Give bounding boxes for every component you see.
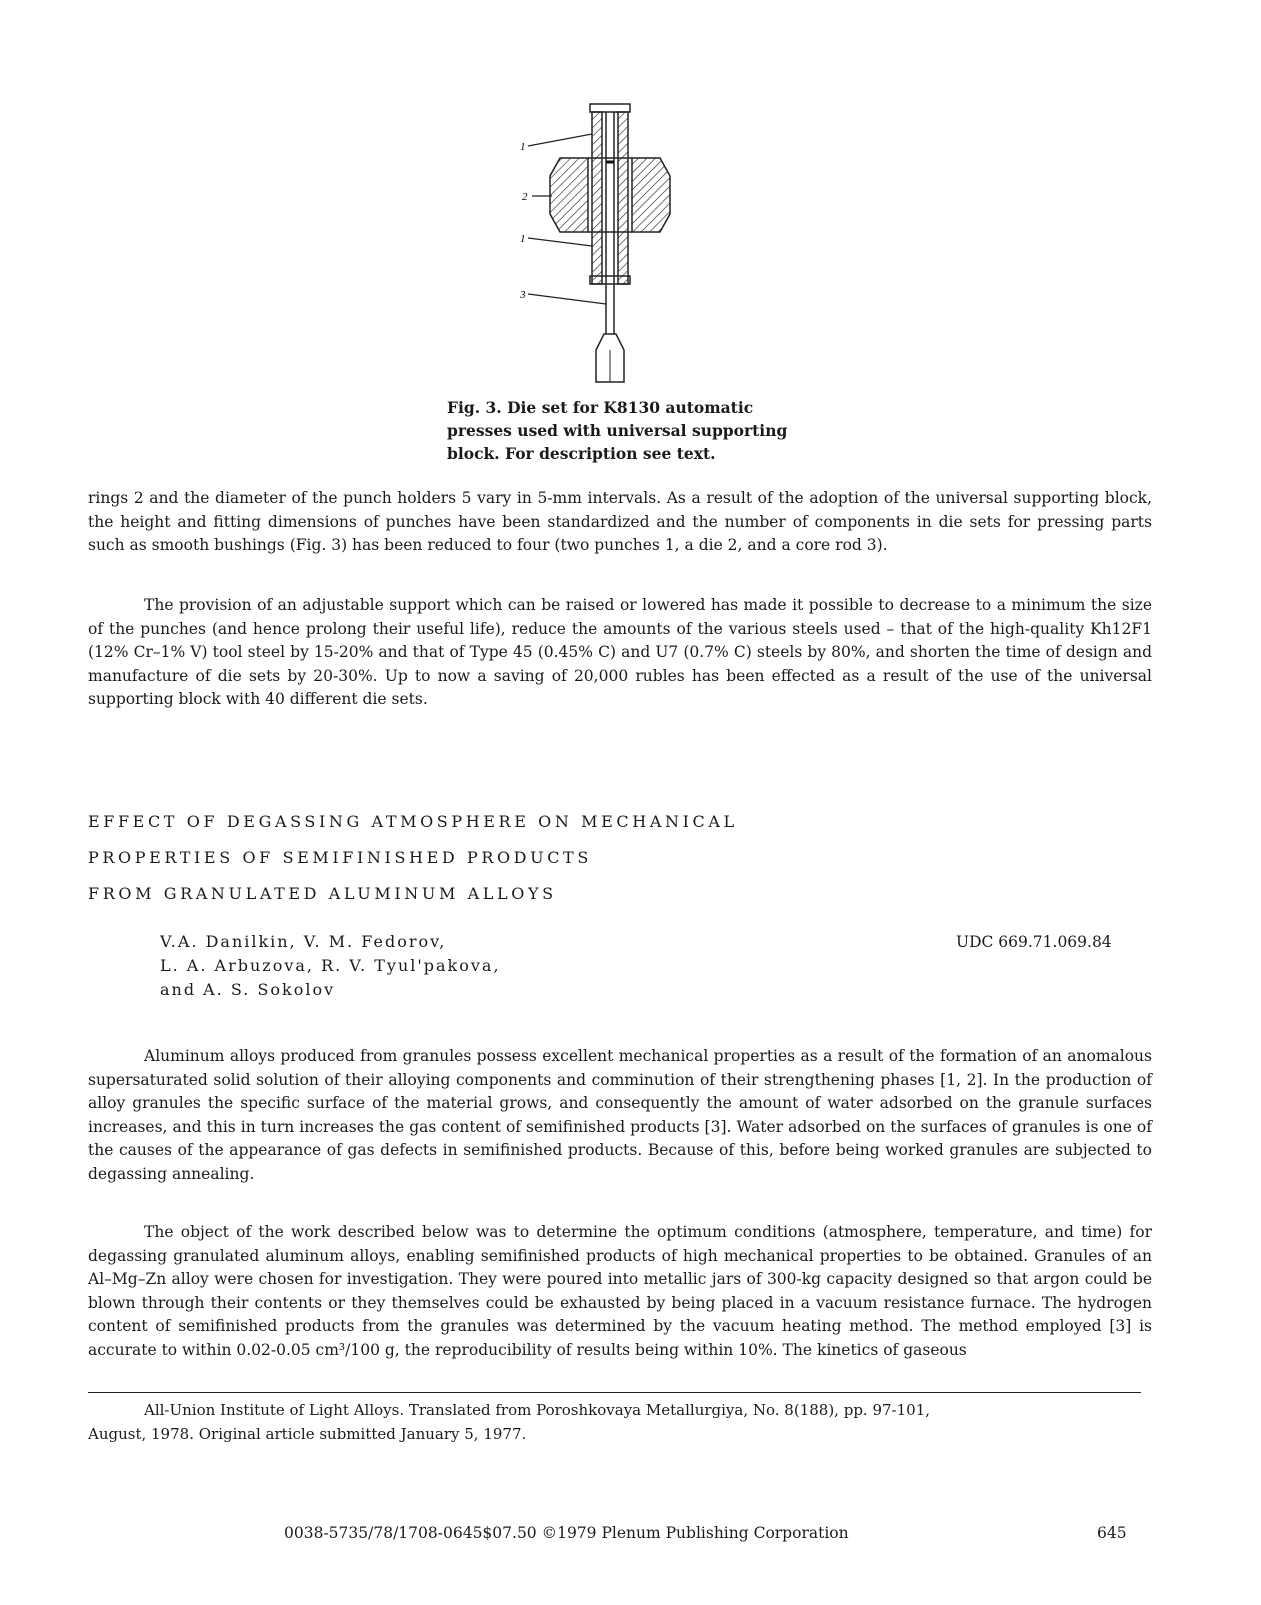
paragraph-introduction: Aluminum alloys produced from granules possess excellent mechanical properties as a result of the formation of an anomalous supersaturated solid solution of their alloying components and comminution of their strengthening phases [1, 2]. In the production of alloy granules the specific surface of the material grows, and consequently the amount of water adsorbed on the granule surfaces increases, and this in turn increases the gas content of semifinished products [3]. Water adsorbed on the surfaces of granules is one of the causes of the appearance of gas defects in semifinished products. Because of this, before being worked granules are subjected to degassing annealing.	[88, 1047, 1152, 1183]
copyright-line: 0038-5735/78/1708-0645$07.50 ©1979 Plenum Publishing Corporation	[284, 1524, 849, 1542]
paragraph-objective: The object of the work described below was to determine the optimum conditions (atmosphere, temperature, and time) for degassing granulated aluminum alloys, enabling semifinished products of high mechanical properties to be obtained. Granules of an Al–Mg–Zn alloy were chosen for investigation. They were poured into metallic jars of 300-kg capacity designed so that argon could be blown through their contents or they themselves could be exhausted by being placed in a vacuum resistance furnace. The hydrogen content of semifinished products from the granules was determined by the vacuum heating method. The method employed [3] is accurate to within 0.02-0.05 cm³/100 g, the reproducibility of results being within 10%. The kinetics of gaseous	[88, 1223, 1152, 1359]
die-set-diagram	[520, 98, 680, 390]
figure-label: 1	[520, 233, 526, 245]
footnote-divider	[88, 1392, 1141, 1393]
paragraph-continuation: rings 2 and the diameter of the punch holders 5 vary in 5-mm intervals. As a result of the adoption of the universal supporting block, the height and fitting dimensions of punches have been standardized and the number of components in die sets for pressing parts such as smooth bushings (Fig. 3) has been reduced to four (two punches 1, a die 2, and a core rod 3).	[88, 489, 1152, 554]
figure-label: 1	[520, 141, 526, 153]
article-title-line: EFFECT OF DEGASSING ATMOSPHERE ON MECHANICAL	[88, 812, 738, 831]
figure-3-die-set-drawing	[520, 98, 680, 390]
caption-line: Fig. 3. Die set for K8130 automatic	[447, 398, 754, 417]
caption-line: block. For description see text.	[447, 444, 716, 463]
author-line: V.A. Danilkin, V. M. Fedorov,	[160, 932, 447, 951]
footnote-line: All-Union Institute of Light Alloys. Translated from Poroshkovaya Metallurgiya, No. 8(188), pp. 97-101,	[144, 1401, 931, 1419]
footnote-line: August, 1978. Original article submitted January 5, 1977.	[88, 1425, 527, 1443]
caption-line: presses used with universal supporting	[447, 421, 788, 440]
udc-code: UDC 669.71.069.84	[956, 933, 1112, 951]
figure-caption	[447, 396, 827, 465]
figure-label: 2	[522, 191, 528, 203]
footnote	[88, 1398, 1152, 1446]
figure-label: 3	[520, 289, 526, 301]
article-title-line: FROM GRANULATED ALUMINUM ALLOYS	[88, 884, 557, 903]
paragraph-adjustable-support: The provision of an adjustable support which can be raised or lowered has made it possible to decrease to a minimum the size of the punches (and hence prolong their useful life), reduce the amounts of the various steels used – that of the high-quality Kh12F1 (12% Cr–1% V) tool steel by 15-20% and that of Type 45 (0.45% C) and U7 (0.7% C) steels by 80%, and shorten the time of design and manufacture of die sets by 20-30%. Up to now a saving of 20,000 rubles has been effected as a result of the use of the universal supporting block with 40 different die sets.	[88, 596, 1152, 708]
page-number: 645	[1097, 1524, 1127, 1542]
author-list	[160, 930, 501, 1002]
article-title-line: PROPERTIES OF SEMIFINISHED PRODUCTS	[88, 848, 592, 867]
author-line: L. A. Arbuzova, R. V. Tyul'pakova,	[160, 956, 501, 975]
author-line: and A. S. Sokolov	[160, 980, 336, 999]
